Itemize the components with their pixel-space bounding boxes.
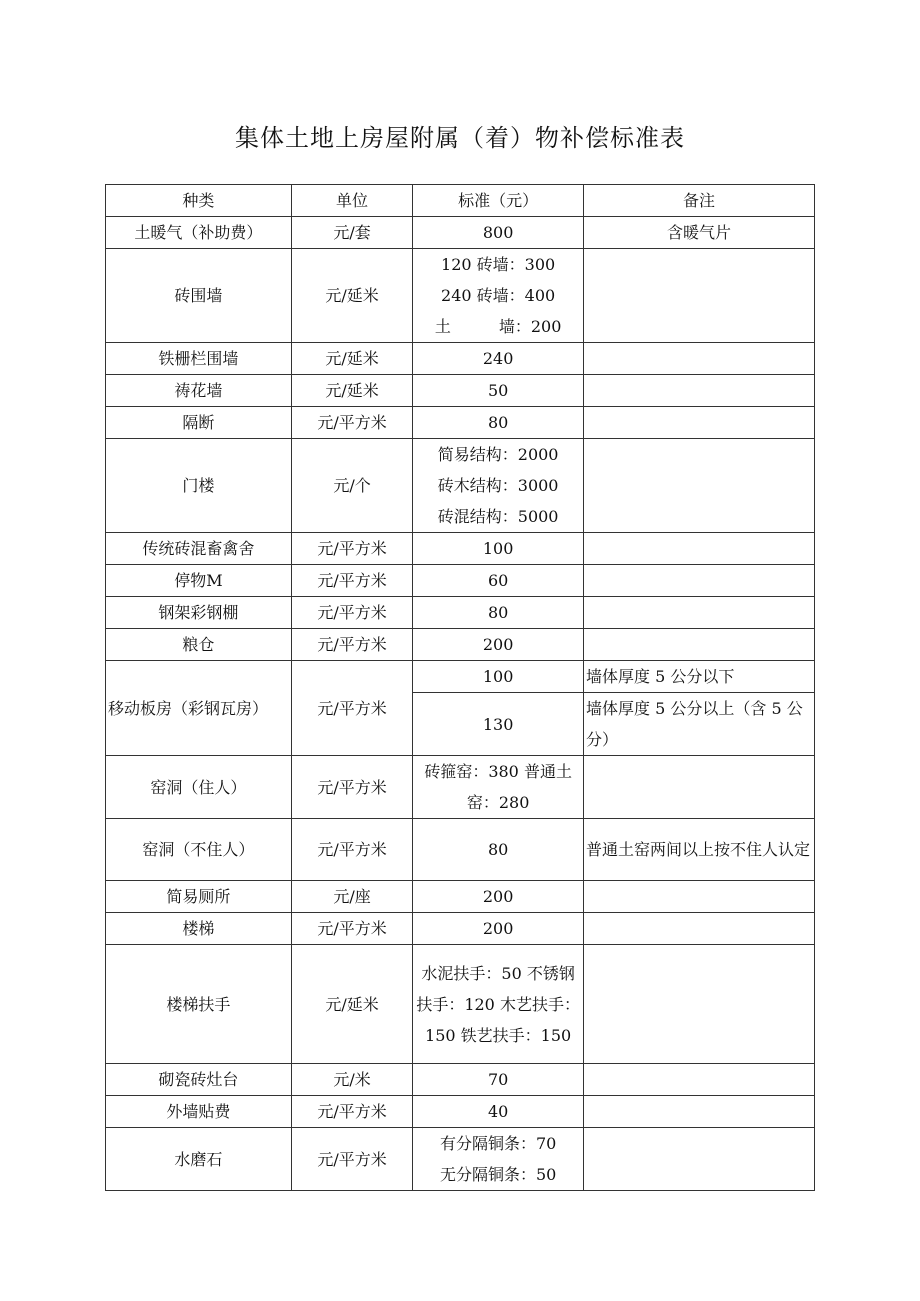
cell-type: 水磨石	[106, 1128, 292, 1191]
cell-type: 粮仓	[106, 629, 292, 661]
cell-type: 土暖气（补助费）	[106, 217, 292, 249]
cell-type: 传统砖混畜禽舍	[106, 533, 292, 565]
standard-line: 砖木结构：3000	[437, 476, 559, 495]
cell-unit: 元/座	[291, 881, 413, 913]
cell-standard: 80	[413, 407, 584, 439]
cell-type: 铁栅栏围墙	[106, 343, 292, 375]
cell-note: 含暖气片	[584, 217, 815, 249]
table-row	[106, 217, 815, 249]
cell-unit: 元/平方米	[291, 1128, 413, 1191]
table-row	[106, 881, 815, 913]
cell-note	[584, 629, 815, 661]
cell-note	[584, 533, 815, 565]
cell-standard	[413, 439, 584, 533]
cell-standard	[413, 249, 584, 343]
cell-note	[584, 1096, 815, 1128]
cell-unit: 元/平方米	[291, 1096, 413, 1128]
cell-type: 停物M	[106, 565, 292, 597]
cell-unit: 元/个	[291, 439, 413, 533]
cell-standard: 70	[413, 1064, 584, 1096]
cell-type: 砌瓷砖灶台	[106, 1064, 292, 1096]
cell-type: 隔断	[106, 407, 292, 439]
cell-unit: 元/延米	[291, 343, 413, 375]
standard-line: 土 墙：200	[434, 317, 562, 336]
cell-note	[584, 597, 815, 629]
table-row	[106, 1128, 815, 1191]
cell-note	[584, 375, 815, 407]
table-row	[106, 945, 815, 1064]
cell-standard: 水泥扶手：50 不锈钢扶手：120 木艺扶手：150 铁艺扶手：150	[413, 945, 584, 1064]
standard-line: 砖混结构：5000	[437, 507, 559, 526]
cell-unit: 元/延米	[291, 375, 413, 407]
cell-standard: 100	[413, 661, 584, 693]
cell-unit: 元/平方米	[291, 407, 413, 439]
compensation-table	[105, 184, 815, 1191]
table-row	[106, 1096, 815, 1128]
table-row	[106, 597, 815, 629]
cell-unit: 元/平方米	[291, 913, 413, 945]
cell-type: 祷花墙	[106, 375, 292, 407]
cell-note	[584, 407, 815, 439]
standard-line: 有分隔铜条：70	[439, 1134, 557, 1153]
table-header-row	[106, 185, 815, 217]
cell-unit: 元/延米	[291, 249, 413, 343]
cell-type: 外墙贴费	[106, 1096, 292, 1128]
header-note: 备注	[584, 185, 815, 217]
cell-note	[584, 1064, 815, 1096]
cell-type: 砖围墙	[106, 249, 292, 343]
table-row	[106, 439, 815, 533]
table-row	[106, 565, 815, 597]
document-title: 集体土地上房屋附属（着）物补偿标准表	[235, 124, 685, 152]
cell-note: 墙体厚度 5 公分以下	[584, 661, 815, 693]
cell-standard: 80	[413, 597, 584, 629]
cell-type: 门楼	[106, 439, 292, 533]
table-row	[106, 249, 815, 343]
cell-standard: 240	[413, 343, 584, 375]
standard-line: 简易结构：2000	[437, 445, 559, 464]
table-row	[106, 375, 815, 407]
table-row	[106, 533, 815, 565]
cell-type: 钢架彩钢棚	[106, 597, 292, 629]
cell-unit: 元/延米	[291, 945, 413, 1064]
table-row	[106, 1064, 815, 1096]
cell-note: 普通土窑两间以上按不住人认定	[584, 819, 815, 881]
cell-standard: 40	[413, 1096, 584, 1128]
cell-unit: 元/平方米	[291, 565, 413, 597]
table-row	[106, 343, 815, 375]
cell-note	[584, 343, 815, 375]
cell-note	[584, 565, 815, 597]
cell-unit: 元/套	[291, 217, 413, 249]
cell-note: 墙体厚度 5 公分以上（含 5 公分）	[584, 693, 815, 756]
table-row	[106, 913, 815, 945]
cell-note	[584, 881, 815, 913]
cell-type: 窑洞（住人）	[106, 756, 292, 819]
header-type: 种类	[106, 185, 292, 217]
cell-note	[584, 1128, 815, 1191]
cell-standard: 200	[413, 629, 584, 661]
cell-type: 楼梯	[106, 913, 292, 945]
cell-unit: 元/平方米	[291, 819, 413, 881]
cell-unit: 元/平方米	[291, 629, 413, 661]
cell-note	[584, 249, 815, 343]
table-row	[106, 756, 815, 819]
table-row	[106, 629, 815, 661]
table-row	[106, 407, 815, 439]
cell-unit: 元/平方米	[291, 597, 413, 629]
cell-type: 简易厕所	[106, 881, 292, 913]
cell-standard: 130	[413, 693, 584, 756]
standard-line: 240 砖墙：400	[441, 286, 556, 305]
cell-standard: 50	[413, 375, 584, 407]
cell-type: 移动板房（彩钢瓦房）	[106, 661, 292, 756]
cell-standard: 200	[413, 913, 584, 945]
cell-standard: 200	[413, 881, 584, 913]
table-row	[106, 819, 815, 881]
standard-line: 120 砖墙：300	[441, 255, 556, 274]
cell-standard: 砖箍窑：380 普通土窑：280	[413, 756, 584, 819]
cell-standard: 800	[413, 217, 584, 249]
cell-type: 楼梯扶手	[106, 945, 292, 1064]
cell-standard: 80	[413, 819, 584, 881]
cell-note	[584, 439, 815, 533]
header-unit: 单位	[291, 185, 413, 217]
cell-unit: 元/平方米	[291, 661, 413, 756]
table-row	[106, 661, 815, 693]
cell-type: 窑洞（不住人）	[106, 819, 292, 881]
cell-unit: 元/平方米	[291, 756, 413, 819]
header-standard: 标准（元）	[413, 185, 584, 217]
cell-note	[584, 913, 815, 945]
standard-line: 无分隔铜条：50	[439, 1165, 557, 1184]
cell-standard: 60	[413, 565, 584, 597]
cell-unit: 元/平方米	[291, 533, 413, 565]
cell-standard	[413, 1128, 584, 1191]
cell-note	[584, 756, 815, 819]
cell-standard: 100	[413, 533, 584, 565]
cell-unit: 元/米	[291, 1064, 413, 1096]
cell-note	[584, 945, 815, 1064]
